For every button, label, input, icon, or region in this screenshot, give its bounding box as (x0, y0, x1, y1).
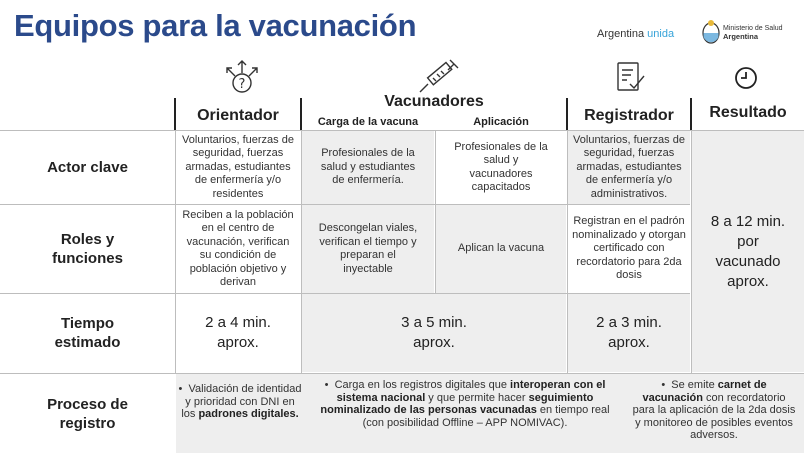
row-label-actor: Actor clave (47, 159, 128, 176)
grid-line (567, 130, 568, 373)
row-label-roles: Roles y funciones (52, 231, 123, 267)
page-title: Equipos para la vacunación (14, 8, 417, 43)
argentina-unida-logo: Argentina unida (597, 28, 675, 40)
grid-line (0, 130, 804, 131)
cell-actor-carga: Profesionales de la salud y estudiantes de enfermería. (302, 131, 434, 204)
subheader-carga: Carga de la vacuna (317, 116, 419, 128)
cell-actor-registrador: Voluntarios, fuerzas de seguridad, fuerzas armadas, estudiantes de enfermería y/o administrativos. (568, 131, 690, 204)
header-divider (690, 98, 692, 130)
arrows-question-icon (222, 57, 262, 97)
grid-line (0, 293, 690, 294)
header-registrador: Registrador (584, 107, 674, 124)
cell-proceso-vacunadores: • Carga en los registros digitales que interoperan con el sistema nacional y que permite hacer seguimiento nominalizado de las personas vacunadas en tiempo real (con posibilidad Offline – APP NOMIVAC). (320, 379, 610, 429)
cell-tiempo-orientador: 2 a 4 min. aprox. (205, 314, 271, 351)
ministerio-logo: Ministerio de Salud Argentina (723, 25, 783, 41)
grid-line (0, 204, 690, 205)
cell-roles-aplicacion: Aplican la vacuna (436, 205, 566, 293)
cell-actor-orientador: Voluntarios, fuerzas de seguridad, fuerzas armadas, estudiantes de enfermería y/o residentes (182, 133, 294, 200)
svg-text:?: ? (238, 77, 246, 92)
cell-tiempo-vacunadores: 3 a 5 min. aprox. (302, 294, 566, 372)
header-divider (174, 98, 176, 130)
cell-tiempo-registrador: 2 a 3 min. aprox. (568, 294, 690, 372)
header-resultado: Resultado (709, 104, 787, 121)
row-label-proceso: Proceso de registro (47, 395, 128, 432)
cell-roles-registrador: Registran en el padrón nominalizado y otorgan certificado con recordatorio para 2da dosis (572, 215, 686, 282)
clock-icon (733, 65, 759, 91)
grid-line (175, 130, 176, 373)
header-divider (566, 98, 568, 130)
clipboard-check-icon (613, 60, 647, 94)
subheader-aplicacion: Aplicación (473, 116, 529, 128)
header-orientador: Orientador (197, 107, 279, 124)
grid-line (0, 373, 804, 374)
header-divider (300, 98, 302, 130)
cell-actor-aplicacion: Profesionales de la salud y vacunadores capacitados (454, 140, 548, 193)
header-vacunadores: Vacunadores (384, 93, 484, 110)
grid-line (435, 130, 436, 293)
syringe-icon (416, 56, 462, 96)
grid-line (691, 130, 692, 373)
cell-roles-orientador: Reciben a la población en el centro de vacunación, verifican su condición de población objetivo y derivan (182, 208, 294, 288)
argentina-shield-icon (701, 19, 721, 45)
cell-proceso-orientador: • Validación de identidad y prioridad con DNI en los padrones digitales. (178, 383, 302, 420)
cell-roles-carga: Descongelan viales, verifican el tiempo y preparan el inyectable (302, 205, 434, 293)
cell-resultado: 8 a 12 min. por vacunado aprox. (692, 131, 804, 372)
cell-proceso-registrador: • Se emite carnet de vacunación con recordatorio para la aplicación de la 2da dosis y monitoreo de posibles eventos adversos. (632, 379, 796, 441)
row-label-tiempo: Tiempo estimado (54, 315, 121, 351)
grid-line (301, 130, 302, 373)
